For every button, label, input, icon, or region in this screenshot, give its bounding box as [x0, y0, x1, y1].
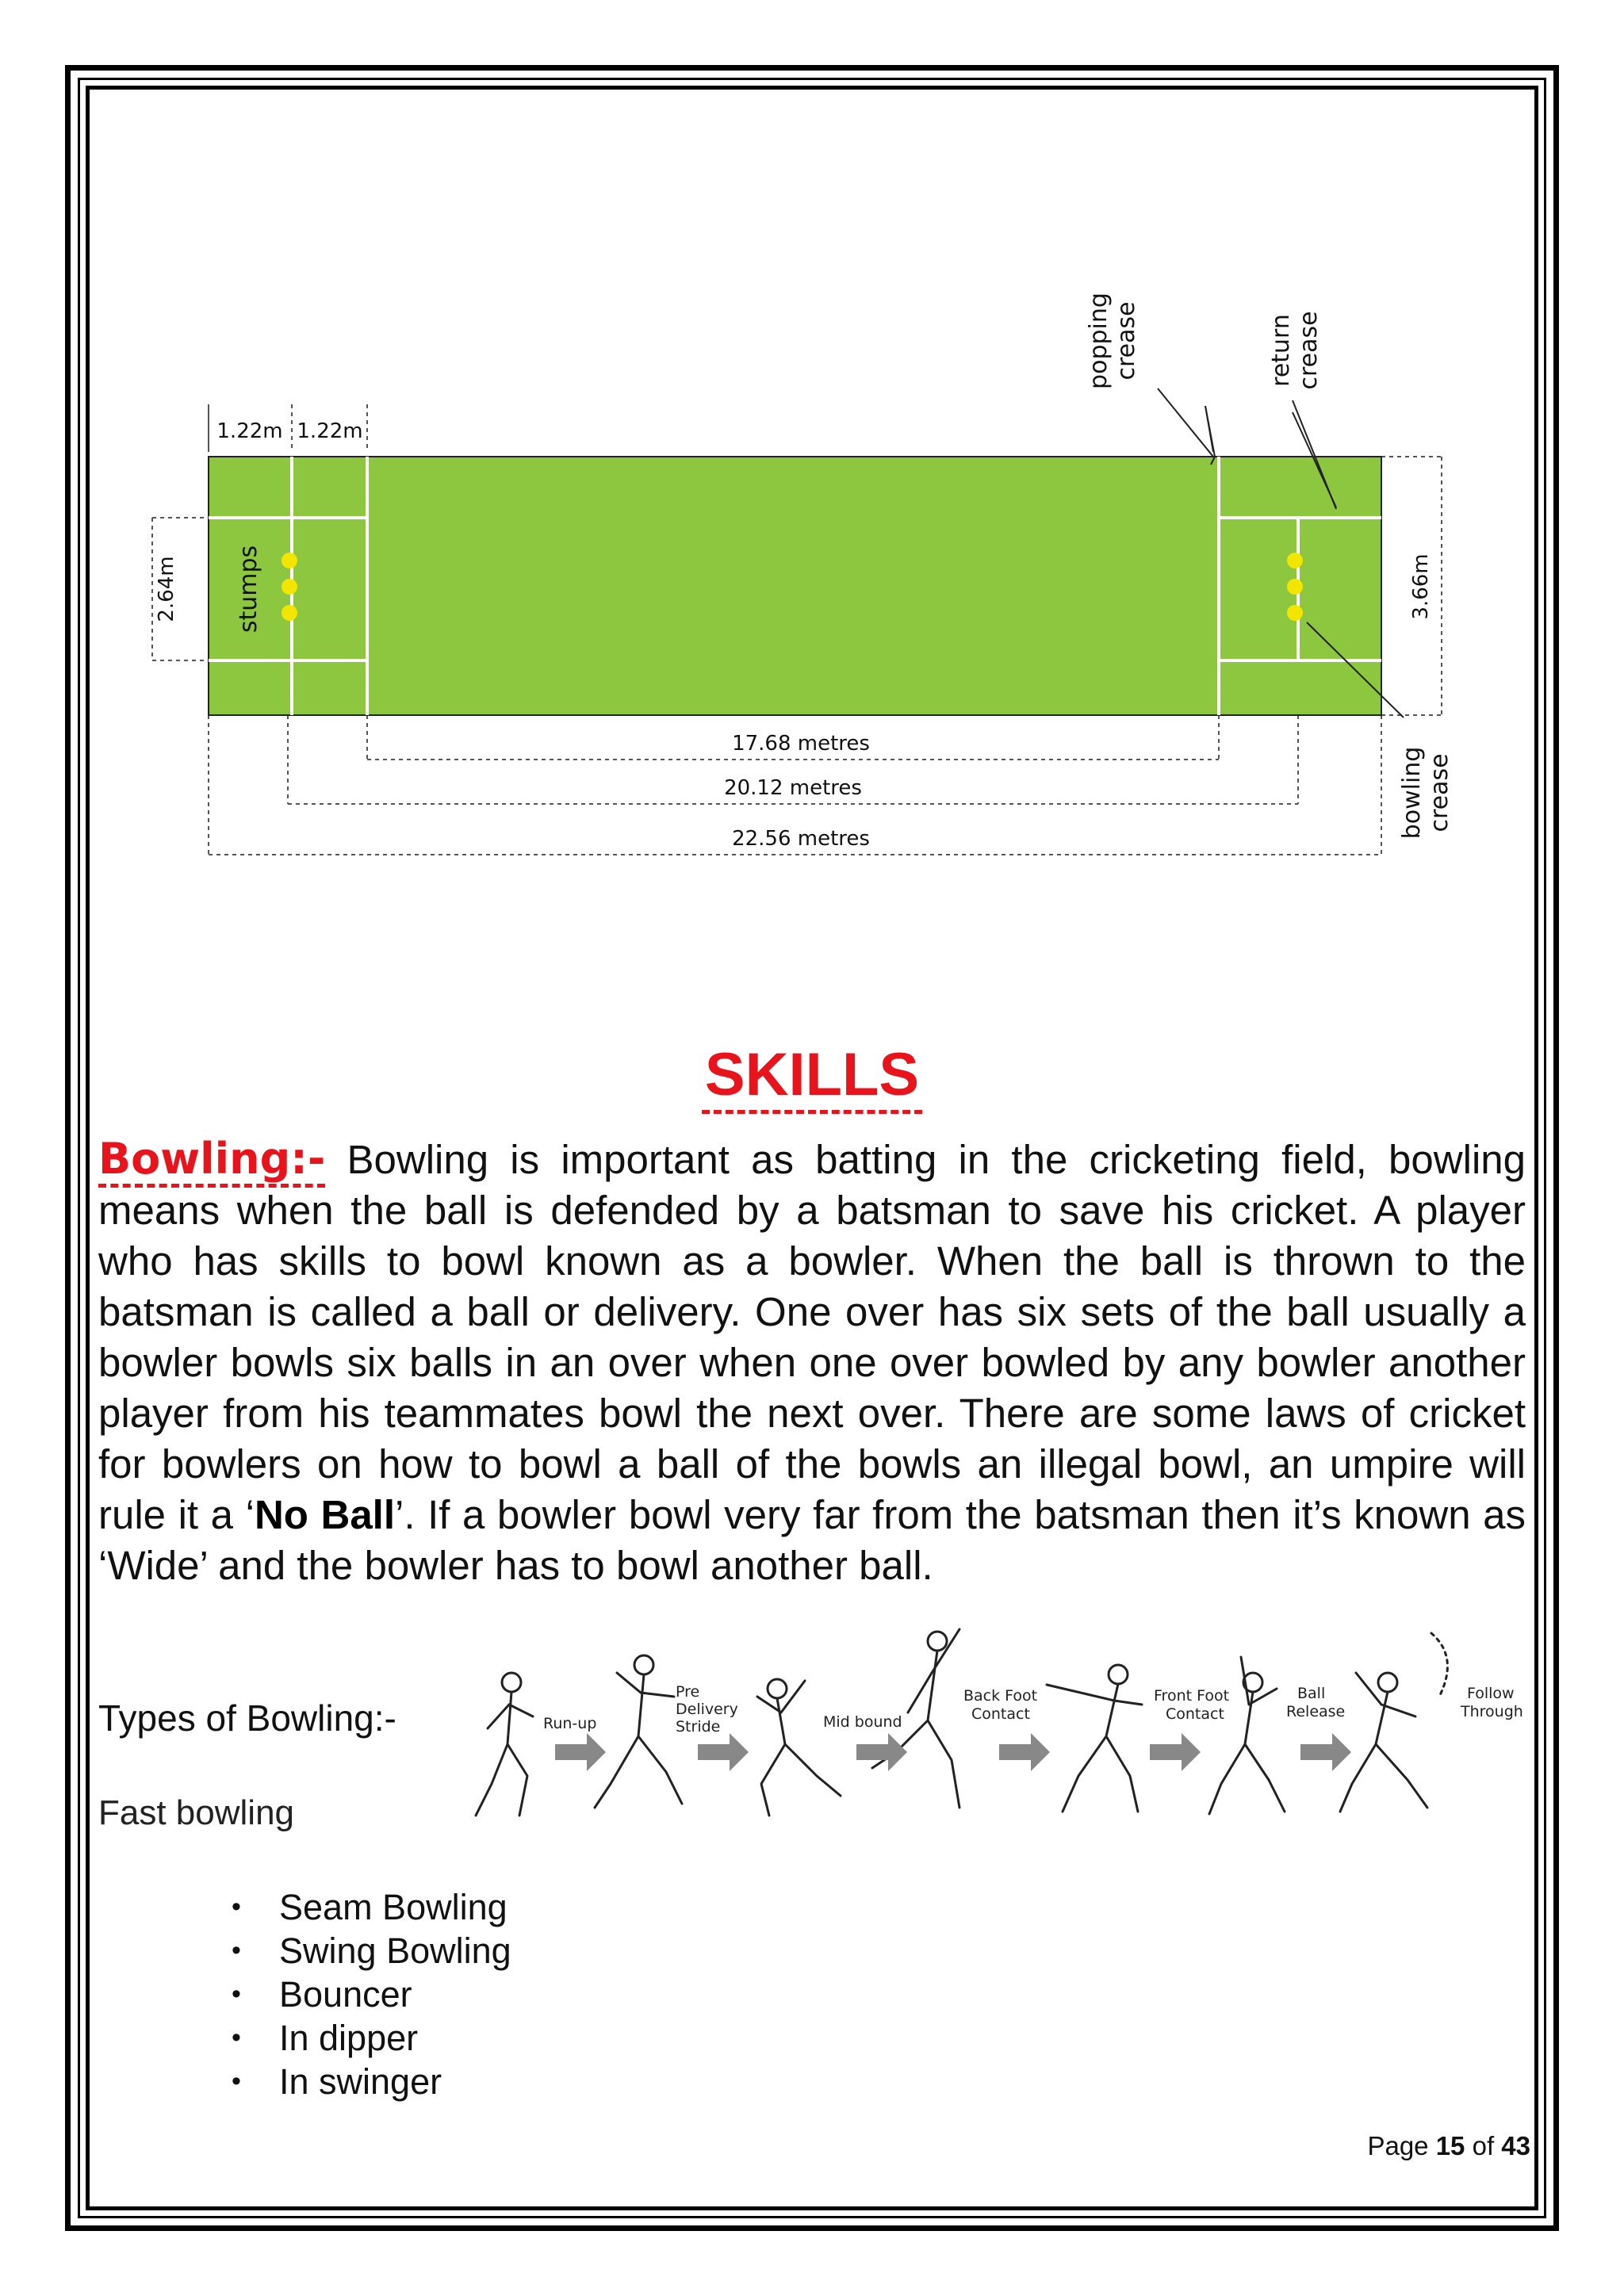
stage-run-up: Run-up — [543, 1715, 597, 1732]
list-item: • Seam Bowling — [232, 1885, 511, 1929]
label-stumps: stumps — [235, 545, 262, 633]
stage-pre-delivery-2: Delivery — [676, 1701, 738, 1718]
label-crease-width-2: 1.22m — [297, 419, 363, 443]
pitch-diagram — [135, 270, 1499, 888]
types-heading: Types of Bowling:- — [98, 1697, 396, 1739]
bowling-paragraph — [98, 1134, 1526, 1591]
bowling-action-illustration — [444, 1625, 1538, 1847]
label-bowling-crease-2: crease — [1426, 753, 1454, 832]
label-bowling-crease: bowling — [1398, 746, 1426, 840]
stage-front-foot-1: Front Foot — [1154, 1687, 1230, 1705]
label-popping-crease: popping — [1085, 293, 1113, 389]
stage-follow-through-2: Through — [1461, 1703, 1523, 1720]
label-return-crease-2: crease — [1295, 311, 1323, 390]
figure-run-up — [476, 1673, 533, 1816]
label-height-left: 2.64m — [155, 556, 178, 622]
label-height-right: 3.66m — [1409, 553, 1433, 620]
label-popping-crease-2: crease — [1113, 301, 1140, 381]
bowling-text-1: Bowling is important as batting in the cricketing field, bowling means when the ball is defended by a batsman to save his cricket. A player who has skills to bowl known as a bowler. When the ball is thrown to the batsman is called a ball or delivery. One over has six sets of the ball usually a bowler bowls six balls in an over when one over bowled by any bowler another player from his teammates bowl the next over. There are some laws of cricket for bowlers on how to bowl a ball of the bowls an illegal bowl, an umpire will rule it a ‘ — [98, 1137, 1526, 1537]
stage-front-foot-2: Contact — [1166, 1705, 1224, 1723]
stage-pre-delivery-3: Stride — [676, 1718, 721, 1735]
list-item: • In swinger — [232, 2060, 511, 2103]
list-item: • Swing Bowling — [232, 1929, 511, 1973]
bowling-text-2: ’. If a bowler bowl very far from the batsman then it’s known as ‘Wide’ and the bowler has to bowl another ball. — [98, 1492, 1526, 1588]
label-dist-bowling: 22.56 metres — [732, 827, 870, 851]
list-item: • In dipper — [232, 2016, 511, 2060]
stage-back-foot-1: Back Foot — [963, 1687, 1038, 1705]
no-ball-term: No Ball — [254, 1492, 396, 1537]
stage-mid-bound: Mid bound — [823, 1713, 902, 1731]
label-return-crease: return — [1267, 314, 1295, 387]
stage-follow-through-1: Follow — [1467, 1685, 1515, 1702]
fast-bowling-list — [232, 1885, 511, 2103]
stage-pre-delivery-1: Pre — [676, 1683, 700, 1701]
page-number: Page 15 of 43 — [1367, 2131, 1530, 2160]
list-item: • Bouncer — [232, 1973, 511, 2016]
bowling-lead: Bowling:- — [98, 1134, 325, 1188]
label-crease-width-1: 1.22m — [216, 419, 283, 443]
stage-ball-release-1: Ball — [1297, 1685, 1326, 1702]
section-title: SKILLS — [0, 1045, 1624, 1105]
label-dist-popping: 17.68 metres — [732, 732, 870, 756]
label-dist-stumps: 20.12 metres — [724, 776, 862, 800]
fast-bowling-heading: Fast bowling — [98, 1793, 295, 1832]
stage-back-foot-2: Contact — [971, 1705, 1030, 1723]
stage-ball-release-2: Release — [1286, 1703, 1346, 1720]
pitch-surface — [209, 457, 1381, 715]
